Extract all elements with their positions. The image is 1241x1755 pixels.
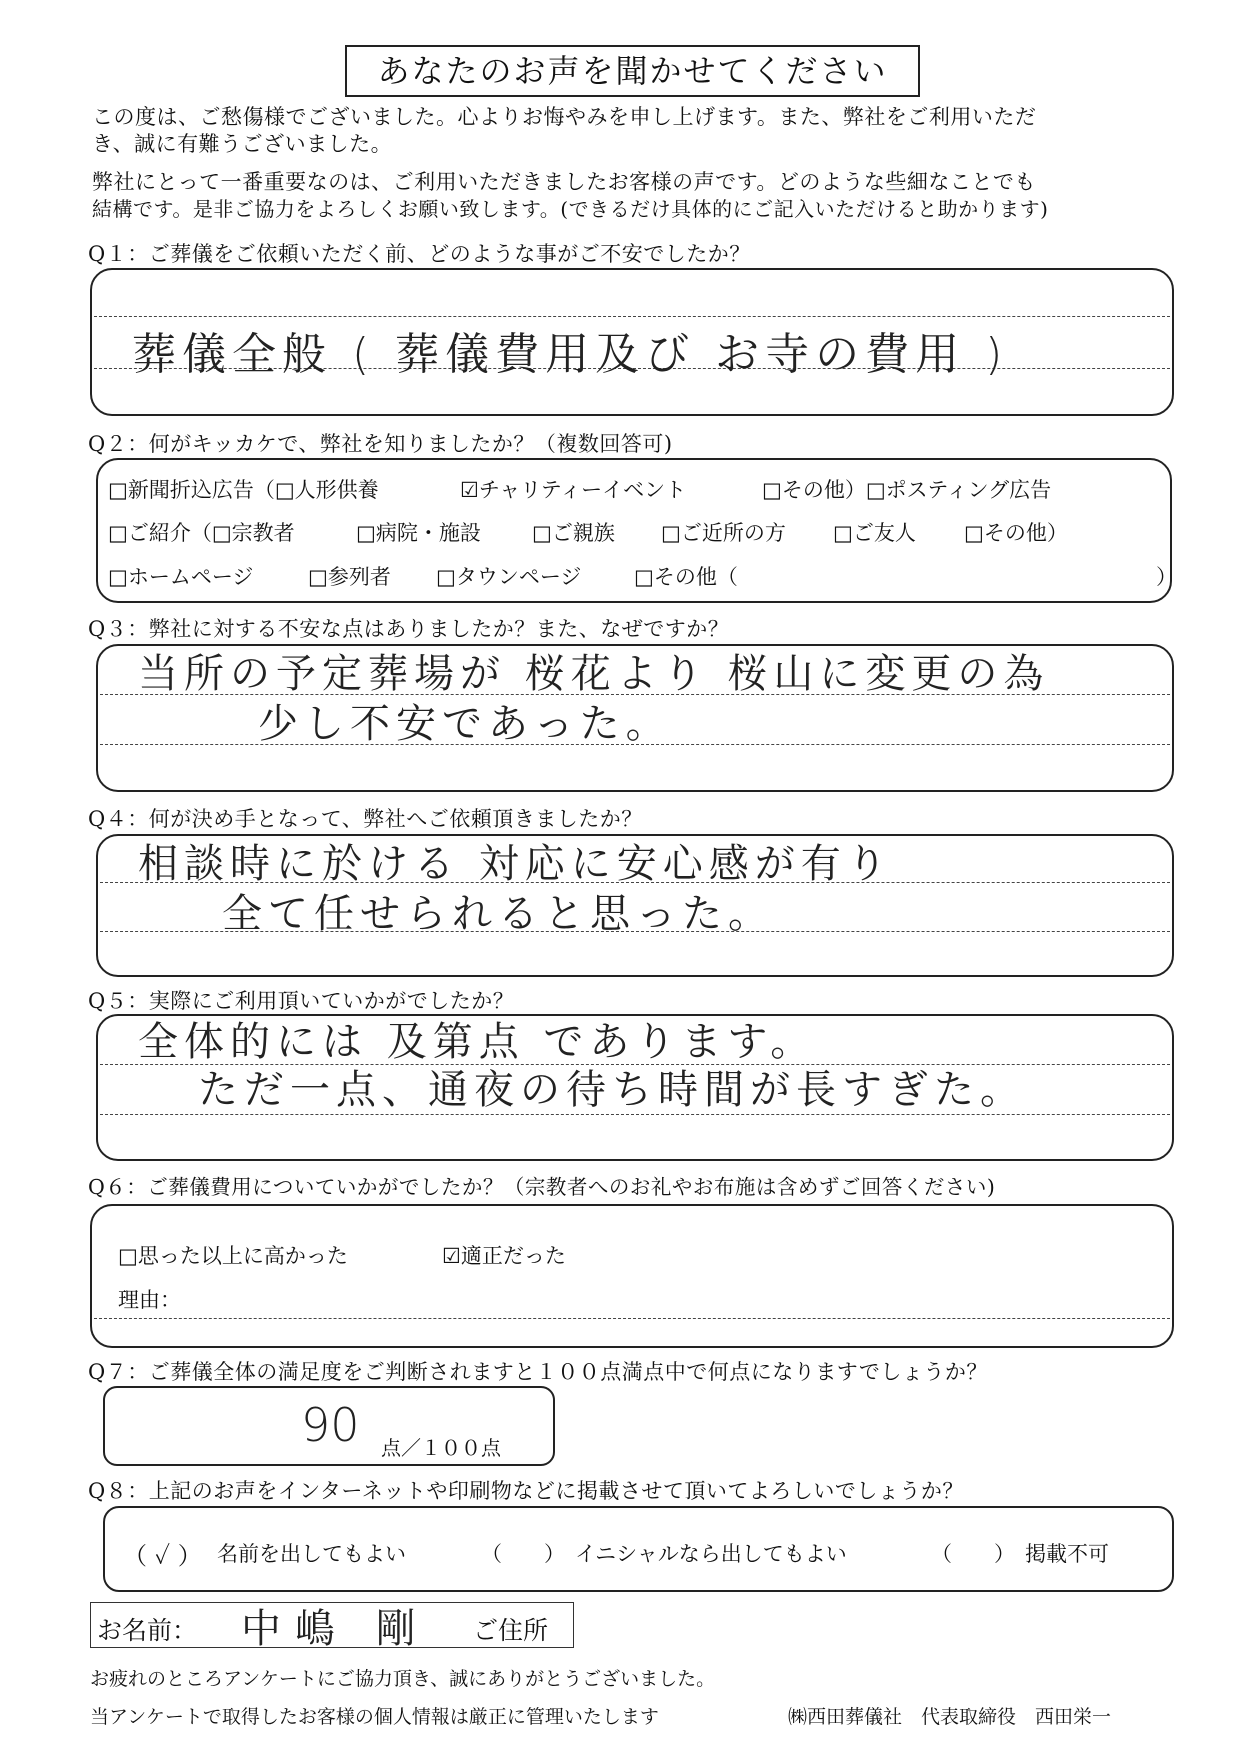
- q4-question: Q４：何が決め手となって、弊社へご依頼頂きましたか？: [88, 807, 643, 831]
- intro-line-2: き、誠に有難うございました。: [92, 132, 393, 156]
- intro-line-1: この度は、ご愁傷様でございました。心よりお悔やみを申し上げます。また、弊社をご利用いただ: [92, 105, 1037, 129]
- answer-line: [94, 316, 1170, 317]
- name-field[interactable]: [90, 1602, 574, 1652]
- q2-opt-attendee[interactable]: □参列者: [308, 565, 391, 589]
- q5-answer-line-2: ただ一点、通夜の待ち時間が長すぎた。: [198, 1067, 1026, 1113]
- q1-question: Q１：ご葬儀をご依頼いただく前、どのような事がご不安でしたか？: [88, 242, 751, 266]
- q2-opt-townpage[interactable]: □タウンページ: [436, 565, 582, 589]
- q8-opt3-label: 掲載不可: [1025, 1542, 1109, 1566]
- q5-question: Q５：実際にご利用頂いていかがでしたか？: [88, 989, 515, 1013]
- q2-opt-charity-event[interactable]: ☑チャリティーイベント: [460, 478, 687, 502]
- q6-opt-too-expensive[interactable]: □思った以上に高かった: [118, 1244, 348, 1268]
- q6-opt-appropriate[interactable]: ☑適正だった: [442, 1244, 566, 1268]
- address-label: ご住所: [473, 1616, 549, 1645]
- q1-answer: 葬儀全般 ( 葬儀費用及び お寺の費用 ): [132, 329, 1009, 380]
- q4-answer-box[interactable]: [96, 834, 1174, 977]
- q2-opt-homepage[interactable]: □ホームページ: [108, 565, 254, 589]
- name-value: 中嶋 剛: [241, 1606, 430, 1652]
- q8-question: Q８：上記のお声をインターネットや印刷物などに掲載させて頂いてよろしいでしょうか？: [88, 1479, 964, 1503]
- q2-opt-hospital[interactable]: □病院・施設: [356, 521, 481, 545]
- q2-opt-referral[interactable]: □ご紹介（□宗教者: [108, 521, 295, 545]
- q6-question: Q６：ご葬儀費用についていかがでしたか？（宗教者へのお礼やお布施は含めずご回答ください): [88, 1175, 996, 1199]
- q2-opt-other-3-close: ）: [1156, 565, 1177, 589]
- q2-opt-newspaper[interactable]: □新聞折込広告（□人形供養: [108, 478, 379, 502]
- q3-answer-line-1: 当所の予定葬場が 桜花より 桜山に変更の為: [138, 651, 1050, 697]
- name-label: お名前：: [97, 1616, 198, 1645]
- q8-opt1-mark[interactable]: （ ✓ ）: [123, 1542, 202, 1570]
- q3-answer-line-2: 少し不安であった。: [258, 701, 672, 747]
- q7-score-box[interactable]: [103, 1386, 555, 1466]
- q2-opt-friends[interactable]: □ご友人: [833, 521, 916, 545]
- q2-question: Q２：何がキッカケで、弊社を知りましたか？（複数回答可): [88, 432, 673, 456]
- q2-opt-other-posting[interactable]: □その他）□ポスティング広告: [762, 478, 1052, 502]
- q2-options-box: [96, 458, 1177, 603]
- q6-reason-label: 理由：: [118, 1288, 181, 1312]
- q8-opt3-mark[interactable]: （ ）: [931, 1542, 1015, 1566]
- q8-options-box: [103, 1506, 1174, 1592]
- q8-opt1-label: 名前を出してもよい: [217, 1542, 406, 1566]
- reason-line[interactable]: [94, 1318, 1170, 1319]
- page-title: あなたのお声を聞かせてください: [345, 45, 920, 97]
- footer-thanks: お疲れのところアンケートにご協力頂き、誠にありがとうございました。: [90, 1668, 716, 1690]
- intro-line-3: 弊社にとって一番重要なのは、ご利用いただきましたお客様の声です。どのような些細なことでも: [92, 170, 1036, 194]
- q7-score-suffix: 点／１００点: [381, 1436, 501, 1460]
- q2-opt-relatives[interactable]: □ご親族: [532, 521, 615, 545]
- q5-answer-box[interactable]: [96, 1014, 1174, 1161]
- q8-opt2-mark[interactable]: （ ）: [481, 1542, 565, 1566]
- q4-answer-line-2: 全て任せられると思った。: [222, 891, 774, 937]
- footer-privacy: 当アンケートで取得したお客様の個人情報は厳正に管理いたします: [90, 1706, 659, 1728]
- q2-opt-other-3[interactable]: □その他（: [634, 565, 738, 589]
- q2-opt-neighbors[interactable]: □ご近所の方: [661, 521, 786, 545]
- intro-line-4: 結構です。是非ご協力をよろしくお願い致します。(できるだけ具体的にご記入いただけると助かります): [92, 197, 1049, 221]
- q6-options-box: [90, 1204, 1174, 1348]
- q3-question: Q３：弊社に対する不安な点はありましたか？また、なぜですか？: [88, 617, 730, 641]
- q2-opt-other-2[interactable]: □その他）: [964, 521, 1068, 545]
- q4-answer-line-1: 相談時に於ける 対応に安心感が有り: [138, 841, 893, 887]
- q1-answer-box[interactable]: [90, 268, 1174, 416]
- q5-answer-line-1: 全体的には 及第点 であります。: [138, 1019, 817, 1065]
- q3-answer-box[interactable]: [96, 644, 1174, 792]
- q8-opt2-label: イニシャルなら出してもよい: [575, 1542, 847, 1566]
- footer-company: ㈱西田葬儀社 代表取締役 西田栄一: [788, 1706, 1112, 1728]
- q7-question: Q７：ご葬儀全体の満足度をご判断されますと１００点満点中で何点になりますでしょうか？: [88, 1360, 988, 1384]
- q7-score-value: 90: [301, 1398, 360, 1452]
